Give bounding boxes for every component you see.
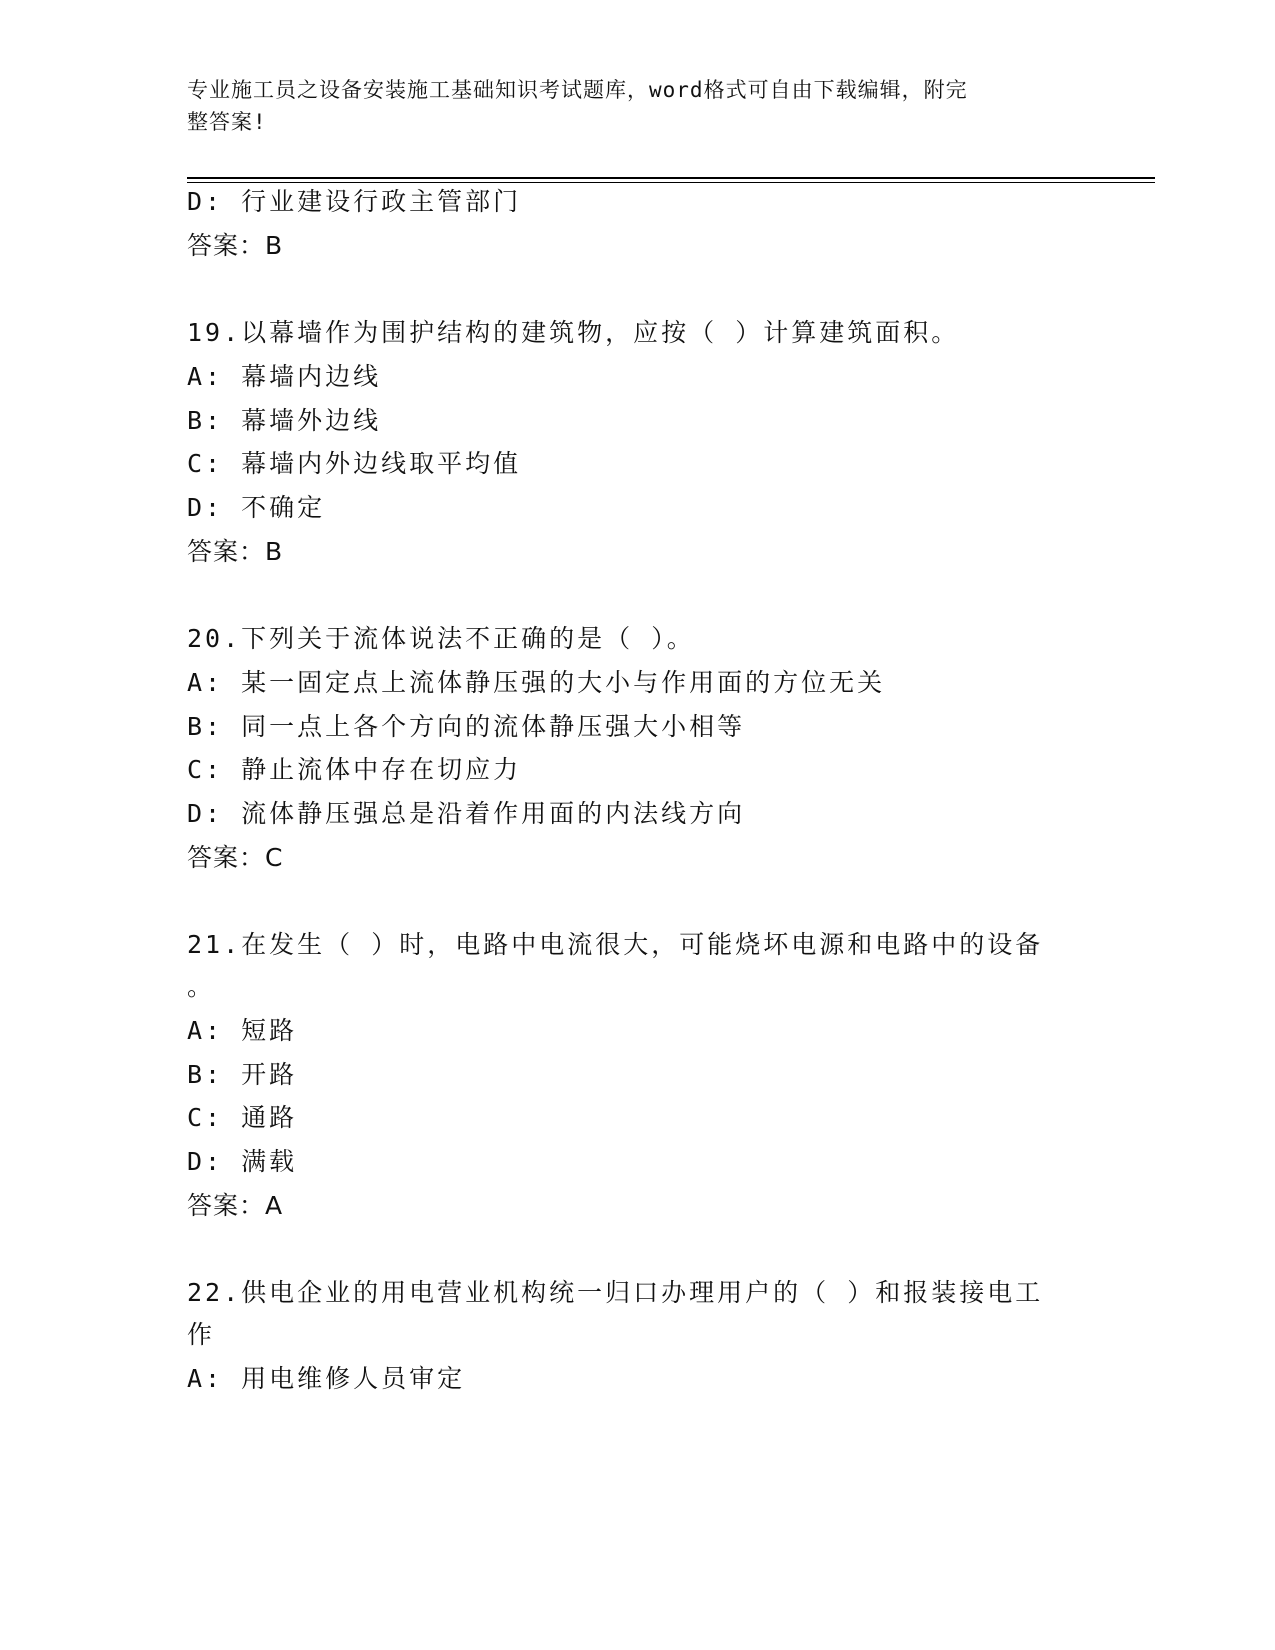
q20-answer: 答案：C	[187, 843, 284, 872]
q21-option-c: C: 通路	[187, 1103, 298, 1132]
q21-stem-line-1: 21.在发生（ ）时，电路中电流很大，可能烧坏电源和电路中的设备	[187, 930, 1044, 959]
q18-answer: 答案：B	[187, 231, 284, 260]
header-divider-thin	[187, 182, 1155, 183]
q19-answer: 答案：B	[187, 537, 284, 566]
q18-option-d: D: 行业建设行政主管部门	[187, 187, 522, 216]
q22-option-a: A: 用电维修人员审定	[187, 1364, 466, 1393]
q19-stem: 19.以幕墙作为围护结构的建筑物，应按（ ）计算建筑面积。	[187, 318, 960, 347]
q20-option-d: D: 流体静压强总是沿着作用面的内法线方向	[187, 799, 746, 828]
q21-stem-line-2: 。	[187, 972, 216, 1001]
q21-option-b: B: 开路	[187, 1060, 298, 1089]
q19-option-a: A: 幕墙内边线	[187, 362, 382, 391]
q22-stem-line-2: 作	[187, 1320, 216, 1349]
q21-answer: 答案：A	[187, 1191, 284, 1220]
document-header	[187, 74, 1067, 138]
q20-stem: 20.下列关于流体说法不正确的是（ ）。	[187, 624, 695, 653]
q19-option-d: D: 不确定	[187, 493, 326, 522]
q19-option-c: C: 幕墙内外边线取平均值	[187, 449, 522, 478]
header-line-1: 专业施工员之设备安装施工基础知识考试题库，word格式可自由下载编辑，附完	[187, 78, 968, 102]
q22-stem-line-1: 22.供电企业的用电营业机构统一归口办理用户的（ ）和报装接电工	[187, 1278, 1044, 1307]
q20-option-b: B: 同一点上各个方向的流体静压强大小相等	[187, 712, 746, 741]
q20-option-a: A: 某一固定点上流体静压强的大小与作用面的方位无关	[187, 668, 886, 697]
header-line-2: 整答案!	[187, 110, 267, 134]
q21-option-a: A: 短路	[187, 1016, 298, 1045]
header-divider-thick	[187, 177, 1155, 179]
q19-option-b: B: 幕墙外边线	[187, 406, 382, 435]
q20-option-c: C: 静止流体中存在切应力	[187, 755, 522, 784]
q21-option-d: D: 满载	[187, 1147, 298, 1176]
